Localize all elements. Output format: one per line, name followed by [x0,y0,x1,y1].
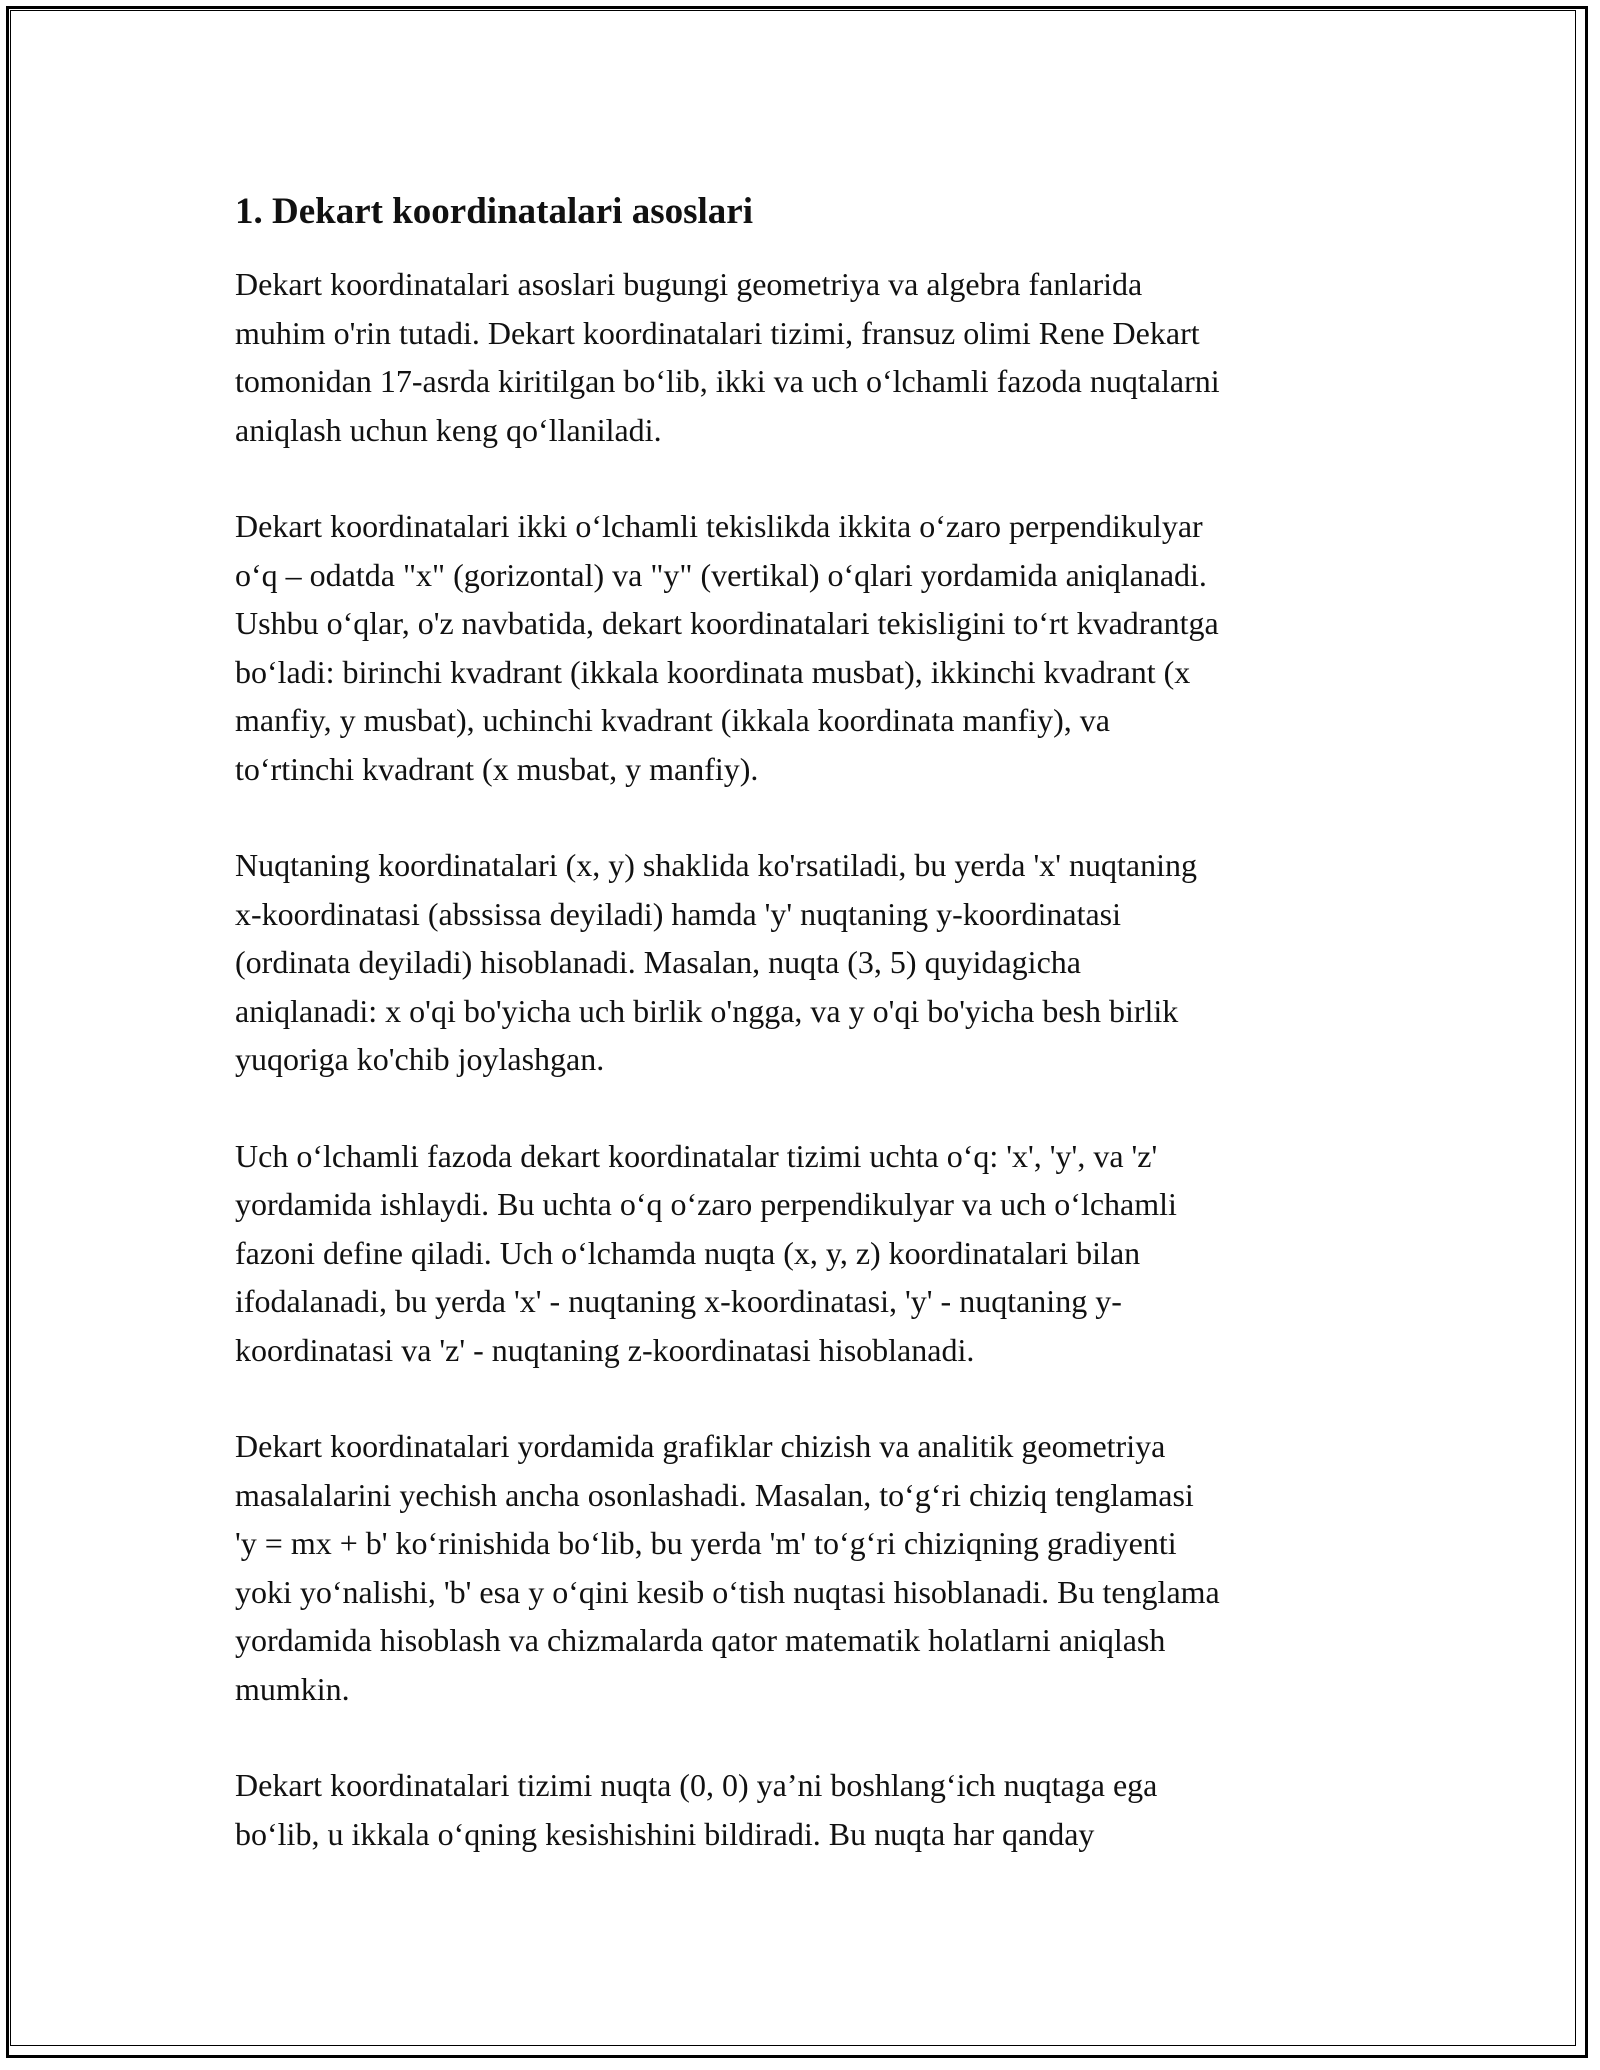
text-line: Nuqtaning koordinatalari (x, y) shaklida ko'rsatiladi, bu yerda 'x' nuqtaning [235,847,1197,883]
text-line: o‘q – odatda "x" (gorizontal) va "y" (vertikal) o‘qlari yordamida aniqlanadi. [235,556,1207,593]
text-line: yordamida ishlaydi. Bu uchta o‘q o‘zaro perpendikulyar va uch o‘lchamli [235,1186,1177,1222]
paragraph-line-equation [235,1422,1375,1713]
text-line: Dekart koordinatalari ikki o‘lchamli tekislikda ikkita o‘zaro perpendikulyar [235,508,1203,544]
text-line: x-koordinatasi (abssissa deyiladi) hamda 'y' nuqtaning y-koordinatasi [235,895,1121,932]
text-line: aniqlanadi: x o'qi bo'yicha uch birlik o'ngga, va y o'qi bo'yicha besh birlik [235,992,1179,1029]
text-line: to‘rtinchi kvadrant (x musbat, y manfiy). [235,750,759,787]
text-line: Ushbu o‘qlar, o'z navbatida, dekart koordinatalari tekisligini to‘rt kvadrantga [235,605,1219,641]
text-line: yuqoriga ko'chib joylashgan. [235,1041,605,1077]
document-content [235,186,1375,1906]
text-line: manfiy, y musbat), uchinchi kvadrant (ikkala koordinata manfiy), va [235,702,1110,738]
text-line: Dekart koordinatalari asoslari bugungi geometriya va algebra fanlarida [235,266,1143,302]
text-line: yordamida hisoblash va chizmalarda qator matematik holatlarni aniqlash [235,1622,1166,1658]
text-line: Dekart koordinatalari yordamida grafiklar chizish va analitik geometriya [235,1428,1166,1464]
text-line: aniqlash uchun keng qo‘llaniladi. [235,411,662,448]
text-line: bo‘lib, u ikkala o‘qning kesishishini bildiradi. Bu nuqta har qanday [235,1815,1095,1852]
text-line: fazoni define qiladi. Uch o‘lchamda nuqta (x, y, z) koordinatalari bilan [235,1234,1141,1271]
text-line: tomonidan 17-asrda kiritilgan bo‘lib, ikki va uch o‘lchamli fazoda nuqtalarni [235,363,1220,399]
text-line: Dekart koordinatalari tizimi nuqta (0, 0) ya’ni boshlang‘ich nuqtaga ega [235,1767,1158,1803]
paragraph-two-dimensional [235,502,1375,793]
paragraph-origin [235,1761,1375,1858]
text-line: Uch o‘lchamli fazoda dekart koordinatalar tizimi uchta o‘q: 'x', 'y', va 'z' [235,1137,1158,1174]
text-line: muhim o'rin tutadi. Dekart koordinatalari tizimi, fransuz olimi Rene Dekart [235,314,1200,351]
text-line: mumkin. [235,1670,350,1707]
text-line: koordinatasi va 'z' - nuqtaning z-koordinatasi hisoblanadi. [235,1331,975,1368]
text-line: ifodalanadi, bu yerda 'x' - nuqtaning x-koordinatasi, 'y' - nuqtaning y- [235,1283,1122,1319]
text-line: bo‘ladi: birinchi kvadrant (ikkala koordinata musbat), ikkinchi kvadrant (x [235,653,1191,690]
text-line: yoki yo‘nalishi, 'b' esa y o‘qini kesib o‘tish nuqtasi hisoblanadi. Bu tenglama [235,1573,1220,1610]
paragraph-intro [235,260,1375,454]
text-line: (ordinata deyiladi) hisoblanadi. Masalan, nuqta (3, 5) quyidagicha [235,944,1081,980]
text-line: masalalarini yechish ancha osonlashadi. Masalan, to‘g‘ri chiziq tenglamasi [235,1476,1194,1513]
paragraph-point-coordinates [235,841,1375,1084]
paragraph-three-dimensional [235,1132,1375,1375]
section-heading: 1. Dekart koordinatalari asoslari [235,191,753,232]
text-line: 'y = mx + b' ko‘rinishida bo‘lib, bu yerda 'm' to‘g‘ri chiziqning gradiyenti [235,1525,1177,1561]
